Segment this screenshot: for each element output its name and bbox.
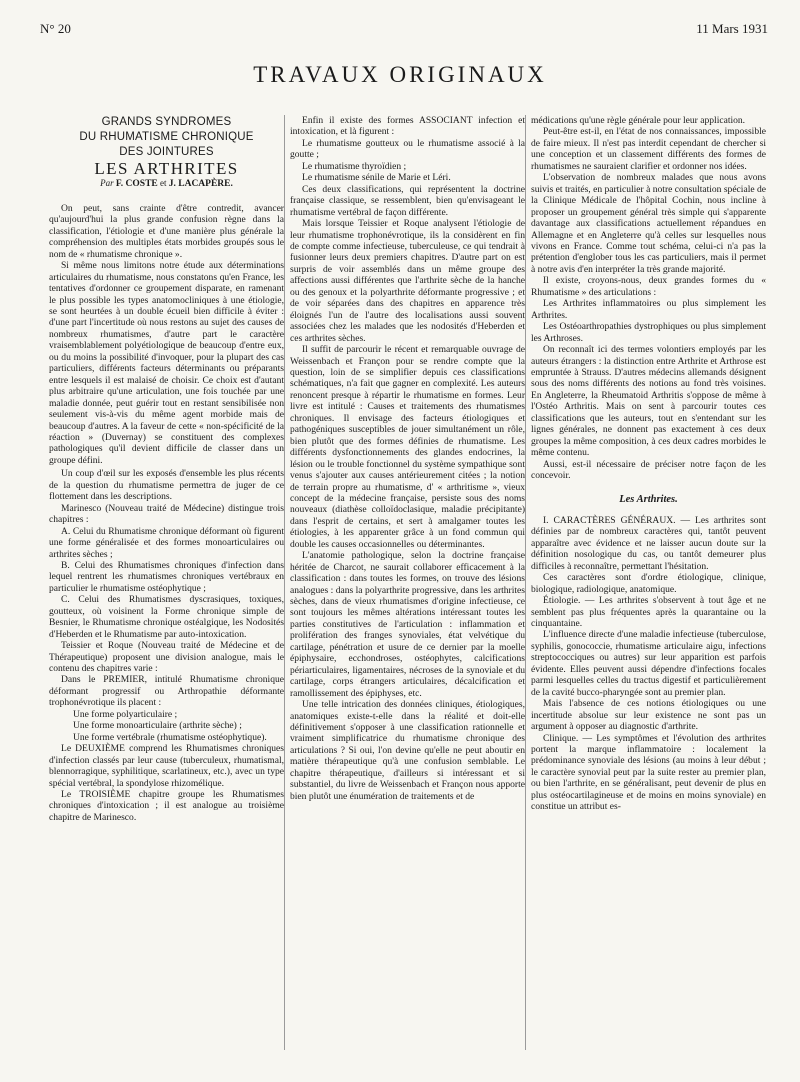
column-3: [531, 115, 766, 813]
paragraph: Mais lorsque Teissier et Roque analysent l'étiologie de leur rhumatisme trophonévrotique, ils la considèrent en fin de compte comme infectieuse, tuberculeuse, ce qui tendrait à fusionner leurs deux premiers chapitres. D'autre part on est surpris de voir assemblés dans un même groupe des affections aussi différentes que l'arthrite sèche de la hanche ou des genoux et la polyarthrite déformante progressive ; et de voir séparées dans des chapitres en apparence très éloignés l'un de l'autre des localisations aussi souvent associées chez les malades que les nodosités d'Heberden et ces arthrites sèches.: [290, 218, 525, 344]
byline-join: et: [160, 178, 167, 189]
paragraph: L'influence directe d'une maladie infectieuse (tuberculose, syphilis, gonococcie, rhumatisme articulaire aigu, infections streptococciques ou autres) sur leur apparition est parfois évidente. Elles peuvent aussi dépendre d'infections focales parmi lesquelles celles du tractus digestif et particulièrement de la cavité bucco-pharyngée sont au premier plan.: [531, 629, 766, 698]
heading-line-1: GRANDS SYNDROMES: [101, 116, 232, 128]
article-heading: [49, 115, 284, 191]
paragraph: Les Arthrites inflammatoires ou plus simplement les Arthrites.: [531, 298, 766, 321]
section-heading: Les Arthrites.: [619, 493, 678, 505]
paragraph: Étiologie. — Les arthrites s'observent à tout âge et ne semblent pas plus fréquentes après la quarantaine ou la cinquantaine.: [531, 595, 766, 630]
paragraph: Il existe, croyons-nous, deux grandes formes du « Rhumatisme » des articulations :: [531, 275, 766, 298]
issue-date: 11 Mars 1931: [696, 21, 768, 36]
paragraph: B. Celui des Rhumatismes chroniques d'infection dans lequel rentrent les rhumatismes chroniques vertébraux en particulier le rhumatisme ostéophytique ;: [49, 559, 284, 594]
paragraph: Si même nous limitons notre étude aux déterminations articulaires du rhumatisme, nous constatons qu'en France, les tentatives d'ordonner ce groupement disparate, en ramenant le plus possible les types anatomocliniques à une étiologie, se sont heurtées à un double écueil bien difficile à éviter : d'une part l'incertitude où nous restons au sujet des causes de nombreux rhumatismes, d'autre part le caractère vraisemblablement polyétiologique de beaucoup d'entre eux, ou du moins la possibilité d'invoquer, pour la plupart des cas particuliers, différents facteurs déterminants ou préparants entre lesquels il est malaisé de choisir. Ce choix est d'autant plus arbitraire qu'une articulation, une fois touchée par une maladie donnée, peut guérir tout en restant sensibilisée non seulement vis-à-vis du même agent morbide mais de beaucoup d'autres. A la faveur de cette « non-spécificité de la réaction » (Duvernay) se constituent des complexes pathologiques qu'il devient difficile de classer dans un groupe défini.: [49, 260, 284, 466]
paragraph: Aussi, est-il nécessaire de préciser notre façon de les concevoir.: [531, 458, 766, 482]
paragraph: Ces deux classifications, qui représentent la doctrine française classique, se ressemblent, bien qu'envisageant le rhumatisme vertébral de façon différente.: [290, 183, 525, 218]
column-1: [49, 115, 284, 823]
paragraph: Les Ostéoarthropathies dystrophiques ou plus simplement les Arthroses.: [531, 321, 766, 344]
paragraph: Une telle intrication des données cliniques, étiologiques, anatomiques existe-t-elle dans la réalité et doit-elle définitivement s'opposer à une classification rationnelle et vraiment simplificatrice du rhumatisme chronique des articulations ? Si oui, l'on devine qu'elle ne peut aboutir en matière thérapeutique qu'à une confusion semblable. Le chapitre thérapeutique, d'ailleurs si intéressant et si substantiel, du livre de Weissenbach et Françon nous apporte bien plutôt une énumération de traitements et de: [290, 699, 525, 802]
paragraph: C. Celui des Rhumatismes dyscrasiques, toxiques, goutteux, où voisinent la Forme chronique simple de Besnier, le Rhumatisme chronique ostéalgique, les Nodosités d'Heberden et le Rhumatisme par auto-intoxication.: [49, 594, 284, 640]
paragraph: L'anatomie pathologique, selon la doctrine française héritée de Charcot, ne saurait collaborer efficacement à la classification : dans toutes les formes, on trouve des lésions analogues : dans la polyarthrite progressive, dans les arthrites sèches, dans de vieux rhumatismes d'origine infectieuse, ce sont toujours les mêmes altérations intéressant toutes les parties constitutives de l'articulation : inflammation et prolifération des franges synoviales, état velvétique du cartilage, pénétration et usure de ce dernier par la moelle épiphysaire, ecchondroses, ostéophytes, calcifications périarticulaires, ligamentaires, nécroses de la synoviale et du cartilage, corps étrangers articulaires, décalcification et ramollissement des épiphyses, etc.: [290, 550, 525, 699]
paragraph: médications qu'une règle générale pour leur application.: [531, 115, 746, 126]
paragraph: Enfin il existe des formes ASSOCIANT infection et intoxication, et là figurent :: [290, 115, 525, 138]
article-title: LES ARTHRITES: [94, 159, 239, 178]
paragraph: Ces caractères sont d'ordre étiologique, clinique, biologique, radiologique, anatomique.: [531, 572, 766, 595]
list-item: Le rhumatisme thyroïdien ;: [302, 160, 407, 172]
column-rule-right: [525, 115, 526, 1050]
byline-prefix: Par: [100, 178, 114, 189]
paragraph: Dans le PREMIER, intitulé Rhumatisme chronique déformant progressif ou Arthropathie déformante trophonévrotique ils placent :: [49, 674, 284, 709]
paragraph: On reconnaît ici des termes volontiers employés par les auteurs étrangers : la distinction entre Arthrite et Arthrose est empruntée à Strauss. D'autres médecins allemands désignent sous des noms différents des notions au fond très voisines. En Angleterre, la Rheumatoid Arthritis s'oppose de même à l'Ostéo Arthritis. Mais on sent à parcourir toutes ces classifications que les auteurs, tout en s'entendant sur les lignes générales, ne donnent pas exactement à ces deux groupes la même composition, à ces deux cadres morbides le même contenu.: [531, 344, 766, 459]
paragraph: Mais l'absence de ces notions étiologiques ou une incertitude absolue sur leur existence ne sont pas un argument à opposer au diagnostic d'arthrite.: [531, 698, 766, 733]
paragraph: A. Celui du Rhumatisme chronique déformant où figurent une forme généralisée et des formes monoarticulaires ou arthrites sèches ;: [49, 525, 284, 560]
paragraph: Teissier et Roque (Nouveau traité de Médecine et de Thérapeutique) proposent une division analogue, mais le contenu des chapitres varie :: [49, 640, 284, 675]
column-rule-left: [284, 115, 285, 1050]
paragraph: Il suffit de parcourir le récent et remarquable ouvrage de Weissenbach et Françon pour se rendre compte que la question, loin de se simplifier depuis ces classifications schématiques, n'a fait que gagner en complexité. Les auteurs renoncent presque à répartir le rhumatisme en formes. Leur livre est intitulé : Causes et traitements des rhumatismes chroniques. Il envisage des facteurs étiologiques et pathogéniques susceptibles de jouer simultanément un rôle, bien plutôt que des formes définies de rhumatisme. Les différents dysfonctionnements des glandes endocrines, la lésion ou le trouble fonctionnel du système sympathique sont venus s'ajouter aux causes antérieurement citées ; la notion de terrain propre au rhumatisme, d' « arthritisme », vieux concept de la médecine française, persiste sous des noms nouveaux (diathèse colloïdoclasique, maladie précipitante) dans l'esprit de certains, et sert à amalgamer toutes les étiologies, à les apparenter grâce à un fond commun qui double les causes occasionnelles ou déterminantes.: [290, 344, 525, 550]
page-title: TRAVAUX ORIGINAUX: [253, 62, 547, 87]
author-1: F. COSTE: [115, 179, 158, 190]
list-item: Une forme polyarticulaire ;: [73, 708, 178, 720]
heading-line-2: DU RHUMATISME CHRONIQUE: [79, 131, 254, 143]
list-item: Le rhumatisme goutteux ou le rhumatisme associé à la goutte ;: [290, 137, 525, 161]
heading-line-3: DES JOINTURES: [119, 146, 214, 158]
list-item: Le rhumatisme sénile de Marie et Léri.: [302, 172, 451, 184]
paragraph: I. CARACTÈRES GÉNÉRAUX. — Les arthrites sont définies par de nombreux caractères qui, tantôt peuvent apparaître avec évidence et ne laisser aucun doute sur la définition nosologique du cas, ou tantôt demeurer plus difficiles à reconnaître, permettant l'hésitation.: [531, 514, 766, 572]
paragraph: Le TROISIÈME chapitre groupe les Rhumatismes chroniques d'intoxication ; il est analogue au troisième chapitre de Marinesco.: [49, 789, 284, 823]
byline: [49, 178, 284, 190]
paragraph: On peut, sans crainte d'être contredit, avancer qu'aujourd'hui la plus grande confusion règne dans la classification, l'étiologie et d'une manière plus générale la compréhension des multiples états morbides groupés sous le nom de « rhumatisme chronique ».: [49, 202, 284, 260]
issue-number: N° 20: [40, 21, 71, 36]
author-2: J. LACAPÈRE.: [168, 179, 233, 190]
paragraph: Le DEUXIÈME comprend les Rhumatismes chroniques d'infection classés par leur cause (tuberculeux, rhumatismal, blennorragique, syphilitique, scarlatineux, etc.), avec un type spécial vertébral, la spondylose rhizomélique.: [49, 743, 284, 789]
paragraph: Clinique. — Les symptômes et l'évolution des arthrites portent la marque inflammatoire : localement la prédominance synoviale des lésions (au moins à leur début ; le caractère synovial peut par la suite rester au premier plan, ou bien l'arthrite, en se généralisant, peut devenir de plus en plus ostéocartilagineuse et de moins en moins synoviale) en constitue un attribut es-: [531, 732, 766, 813]
list-item: Une forme vertébrale (rhumatisme ostéophytique).: [73, 731, 267, 743]
running-header: [40, 21, 768, 37]
paragraph: Peut-être est-il, en l'état de nos connaissances, impossible de faire mieux. Il n'est pas interdit cependant de chercher si une conception et un classement différents des formes de rhumatismes ne sauraient clarifier et ordonner nos idées.: [531, 126, 766, 172]
list-item: Une forme monoarticulaire (arthrite sèche) ;: [73, 720, 242, 732]
paragraph: Marinesco (Nouveau traité de Médecine) distingue trois chapitres :: [49, 502, 284, 526]
paragraph: L'observation de nombreux malades que nous avons suivis et traités, en particulier à notre consultation spéciale de la Clinique Médicale de l'hôpital Cochin, nous incline à proposer un groupement général très simple qui s'apparente davantage aux classifications actuellement répandues en Allemagne et en Angleterre qu'à celles sur lesquelles nous vivons en France. Comme tout schéma, celui-ci n'a pas la prétention d'englober tous les cas particuliers, mais il permet à notre avis d'en interpréter la très grande majorité.: [531, 172, 766, 275]
column-2: [290, 115, 525, 802]
paragraph: Un coup d'œil sur les exposés d'ensemble les plus récents de la question du rhumatisme permettra de juger de ce flottement dans les descriptions.: [49, 468, 284, 503]
